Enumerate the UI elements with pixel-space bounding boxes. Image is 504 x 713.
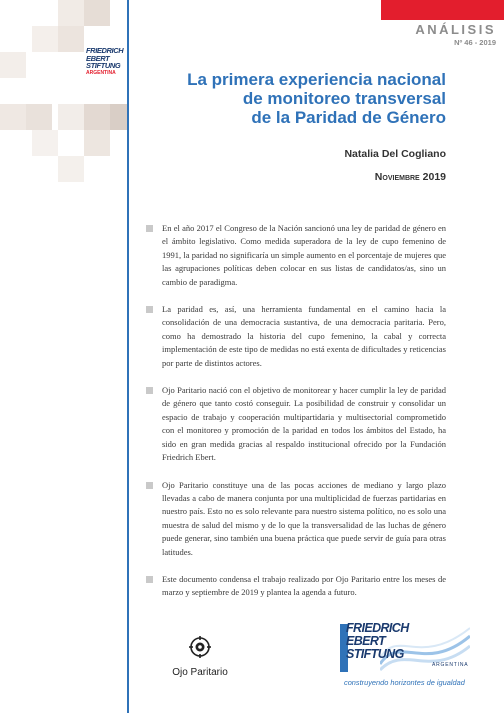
decor-square <box>26 104 52 130</box>
fes-logo-line: STIFTUNG <box>86 61 121 70</box>
series-label: ANÁLISIS <box>415 22 496 37</box>
decor-square <box>84 130 110 156</box>
paragraph-text: La paridad es, así, una herramienta fundamental en el camino hacia la consolidación de una democracia sustantiva, de una democracia paritaria. Pero, como ha demostrado la historia del cupo femenino, la cabal y correcta implementación de este tipo de medidas no está exenta de dificultades y reticencias por parte de distintos actores. <box>162 304 446 368</box>
fes-logo <box>86 47 126 77</box>
paragraph <box>146 222 446 289</box>
ojo-paritario-logo <box>160 636 240 678</box>
decor-square <box>0 52 26 78</box>
ojo-paritario-name: Ojo Paritario <box>172 667 228 678</box>
decor-square <box>0 104 26 130</box>
issue-number: Nº 46 - 2019 <box>454 38 496 47</box>
fes-argentina-logo <box>340 620 470 690</box>
decor-square <box>32 130 58 156</box>
vertical-rule <box>127 0 129 713</box>
paragraph <box>146 479 446 559</box>
decor-square <box>84 0 110 26</box>
paragraph-text: En el año 2017 el Congreso de la Nación sancionó una ley de paridad de género en el ámbito legislativo. Como medida superadora de la ley de cupo femenino de 1991, la paridad no significaría un simple aumento en el porcentaje de mujeres que las agrupaciones políticas deben colocar en sus listas de candidatos/as, sino un cambio de paradigma. <box>162 223 446 287</box>
paragraph <box>146 384 446 464</box>
fes-logo-line: FRIEDRICH <box>86 46 124 55</box>
decor-square <box>58 26 84 52</box>
fes-word: FRIEDRICH <box>346 621 409 635</box>
fes-word: STIFTUNG <box>346 647 404 661</box>
document-title <box>146 70 446 127</box>
paragraph <box>146 573 446 600</box>
fes-word: EBERT <box>346 634 386 648</box>
header-red-bar <box>381 0 504 20</box>
bullet-square <box>146 387 153 394</box>
paragraph-text: Este documento condensa el trabajo realizado por Ojo Paritario entre los meses de marzo y septiembre de 2019 y plantea la agenda a futuro. <box>162 573 446 598</box>
fes-wordmark <box>346 622 409 661</box>
decor-square <box>32 26 58 52</box>
decor-square <box>84 104 110 130</box>
fes-tagline: construyendo horizontes de igualdad <box>344 678 465 687</box>
paragraph-text: Ojo Paritario nació con el objetivo de monitorear y hacer cumplir la ley de paridad de género que tanto costó conseguir. La posibilidad de construir y consolidar un espacio de trabajo y cooperación multipartidaria y multisectorial comprometido con el monitoreo y promoción de la paridad en todos los ámbitos del Estado, ha sido en gran medida gracias al respaldo institucional ofrecido por la Fundación Friedrich Ebert. <box>162 385 446 463</box>
title-line: de monitoreo transversal <box>242 89 446 108</box>
publication-date: Noviembre 2019 <box>374 171 446 183</box>
bullet-square <box>146 576 153 583</box>
eye-target-icon <box>189 636 211 658</box>
fes-logo-line: EBERT <box>86 53 110 63</box>
decor-square <box>110 104 127 130</box>
paragraph <box>146 303 446 370</box>
bullet-square <box>146 225 153 232</box>
bullet-square <box>146 306 153 313</box>
decor-square <box>58 104 84 130</box>
fes-country: ARGENTINA <box>432 662 469 668</box>
bullet-square <box>146 482 153 489</box>
title-line: de la Paridad de Género <box>251 108 446 127</box>
author-name: Natalia Del Cogliano <box>344 148 446 160</box>
paragraph-text: Ojo Paritario constituye una de las pocas acciones de mediano y largo plazo llevadas a cabo de manera conjunta por una multiplicidad de fuerzas partidarias en nuestro país. Esto no es solo relevante para nuestro sistema político, no es solo una muestra de salud del mismo y de lo que la transversalidad de las luchas de género puede generar, sino también una buena práctica que puede servir de guía para otras latitudes. <box>162 479 446 557</box>
body-text <box>146 222 446 614</box>
decor-square <box>58 0 84 26</box>
title-line: La primera experiencia nacional <box>187 70 446 89</box>
decor-square <box>58 156 84 182</box>
fes-logo-country: ARGENTINA <box>86 69 116 76</box>
